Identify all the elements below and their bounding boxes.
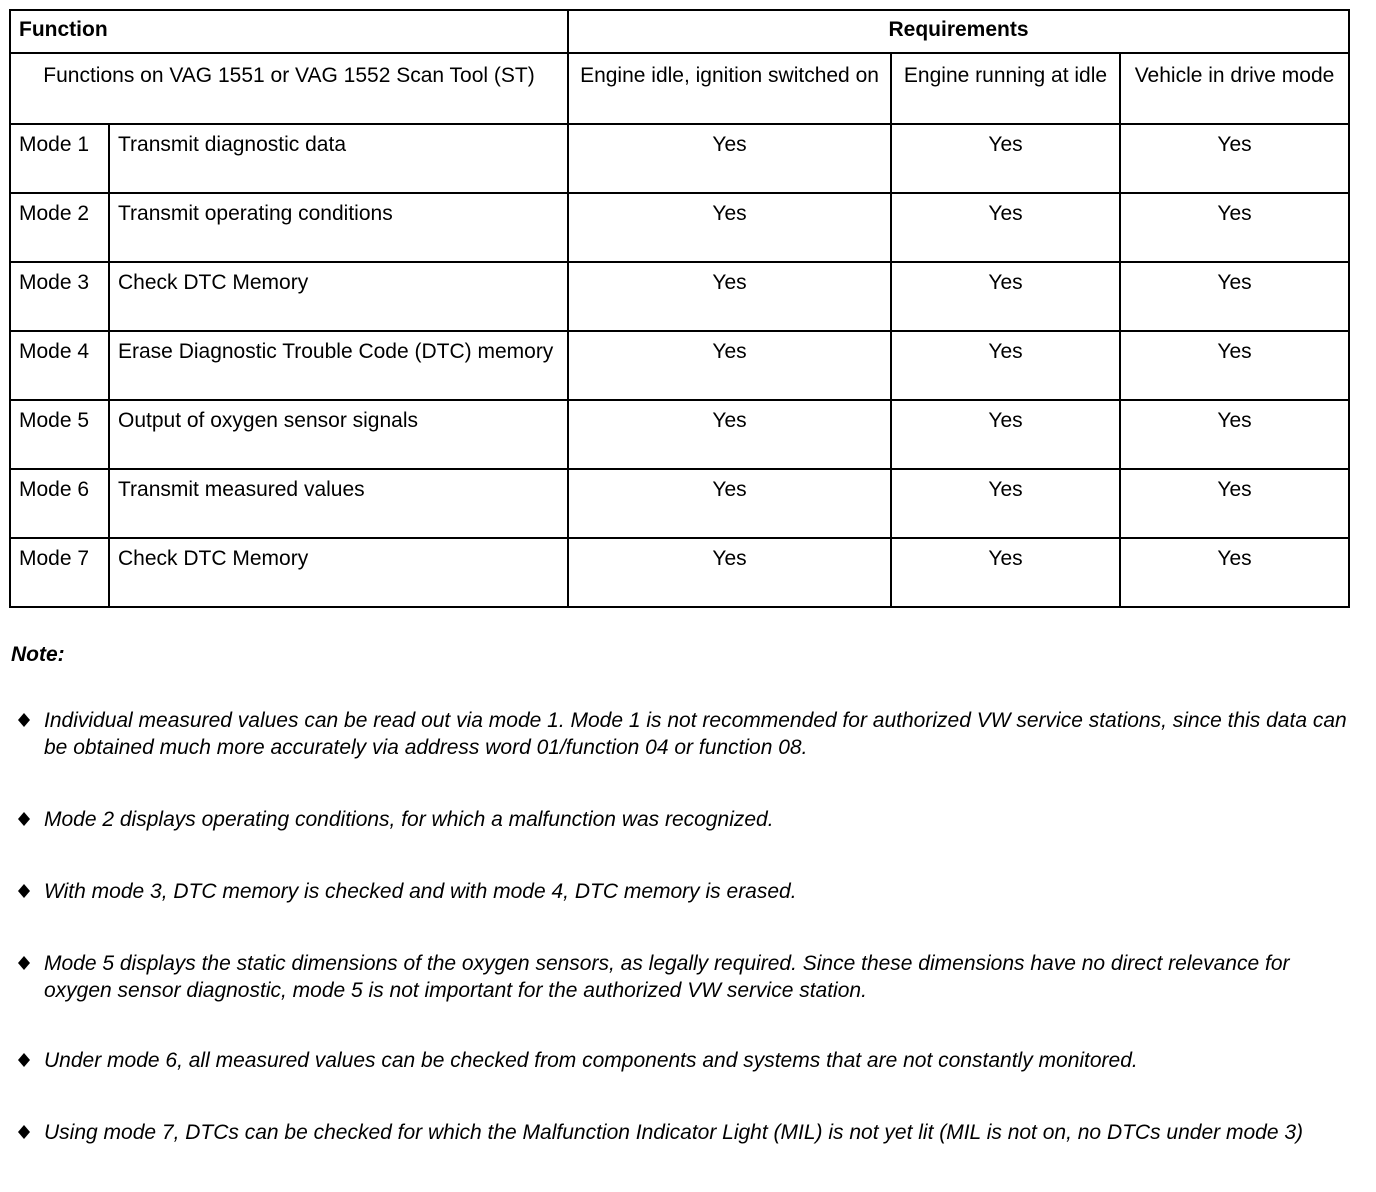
yes-cell: Yes	[568, 124, 891, 193]
note-title: Note:	[11, 643, 65, 666]
yes-cell: Yes	[1120, 538, 1349, 607]
table-row	[10, 538, 1349, 607]
yes-cell: Yes	[1120, 400, 1349, 469]
mode-cell: Mode 7	[10, 538, 109, 607]
diamond-bullet-icon	[18, 1119, 36, 1146]
yes-cell: Yes	[891, 331, 1120, 400]
table-row	[10, 400, 1349, 469]
note-item	[18, 1119, 1348, 1146]
note-item	[18, 878, 1348, 905]
yes-cell: Yes	[1120, 469, 1349, 538]
yes-cell: Yes	[891, 124, 1120, 193]
yes-cell: Yes	[1120, 124, 1349, 193]
note-item	[18, 707, 1348, 761]
yes-cell: Yes	[568, 331, 891, 400]
yes-cell: Yes	[891, 538, 1120, 607]
yes-cell: Yes	[891, 193, 1120, 262]
yes-cell: Yes	[568, 193, 891, 262]
mode-cell: Mode 2	[10, 193, 109, 262]
diamond-bullet-icon	[18, 707, 36, 734]
yes-cell: Yes	[568, 469, 891, 538]
table-header-row	[10, 10, 1349, 53]
yes-cell: Yes	[1120, 331, 1349, 400]
subheader-engine-running: Engine running at idle	[891, 53, 1120, 124]
note-text: Mode 2 displays operating conditions, for which a malfunction was recognized.	[44, 808, 774, 831]
note-item	[18, 1047, 1348, 1074]
header-function: Function	[10, 10, 568, 53]
yes-cell: Yes	[1120, 193, 1349, 262]
function-cell: Transmit operating conditions	[109, 193, 568, 262]
yes-cell: Yes	[568, 400, 891, 469]
diamond-bullet-icon	[18, 950, 36, 977]
mode-cell: Mode 3	[10, 262, 109, 331]
table-subheader-row	[10, 53, 1349, 124]
subheader-engine-idle: Engine idle, ignition switched on	[568, 53, 891, 124]
function-cell: Erase Diagnostic Trouble Code (DTC) memory	[109, 331, 568, 400]
yes-cell: Yes	[891, 469, 1120, 538]
subheader-drive-mode: Vehicle in drive mode	[1120, 53, 1349, 124]
table-row	[10, 193, 1349, 262]
yes-cell: Yes	[1120, 262, 1349, 331]
note-text: Mode 5 displays the static dimensions of the oxygen sensors, as legally required. Since these dimensions have no direct relevance for oxygen sensor diagnostic, mode 5 is not important for the authorized VW service station.	[44, 952, 1290, 1002]
function-cell: Transmit diagnostic data	[109, 124, 568, 193]
diamond-bullet-icon	[18, 1047, 36, 1074]
mode-cell: Mode 1	[10, 124, 109, 193]
note-item	[18, 806, 1348, 833]
mode-cell: Mode 5	[10, 400, 109, 469]
function-cell: Transmit measured values	[109, 469, 568, 538]
note-text: Under mode 6, all measured values can be checked from components and systems that are not constantly monitored.	[44, 1049, 1138, 1072]
note-text: Individual measured values can be read out via mode 1. Mode 1 is not recommended for authorized VW service stations, since this data can be obtained much more accurately via address word 01/function 04 or function 08.	[44, 709, 1347, 759]
function-cell: Check DTC Memory	[109, 538, 568, 607]
yes-cell: Yes	[891, 400, 1120, 469]
mode-cell: Mode 6	[10, 469, 109, 538]
header-requirements: Requirements	[568, 10, 1349, 53]
yes-cell: Yes	[568, 538, 891, 607]
requirements-table	[9, 9, 1350, 608]
table-row	[10, 469, 1349, 538]
table-row	[10, 262, 1349, 331]
diamond-bullet-icon	[18, 806, 36, 833]
note-text: Using mode 7, DTCs can be checked for which the Malfunction Indicator Light (MIL) is not yet lit (MIL is not on, no DTCs under mode 3)	[44, 1121, 1304, 1144]
diamond-bullet-icon	[18, 878, 36, 905]
function-cell: Output of oxygen sensor signals	[109, 400, 568, 469]
table-row	[10, 331, 1349, 400]
function-cell: Check DTC Memory	[109, 262, 568, 331]
subheader-functions: Functions on VAG 1551 or VAG 1552 Scan Tool (ST)	[10, 53, 568, 124]
note-item	[18, 950, 1348, 1004]
note-text: With mode 3, DTC memory is checked and with mode 4, DTC memory is erased.	[44, 880, 797, 903]
table-row	[10, 124, 1349, 193]
yes-cell: Yes	[891, 262, 1120, 331]
mode-cell: Mode 4	[10, 331, 109, 400]
yes-cell: Yes	[568, 262, 891, 331]
